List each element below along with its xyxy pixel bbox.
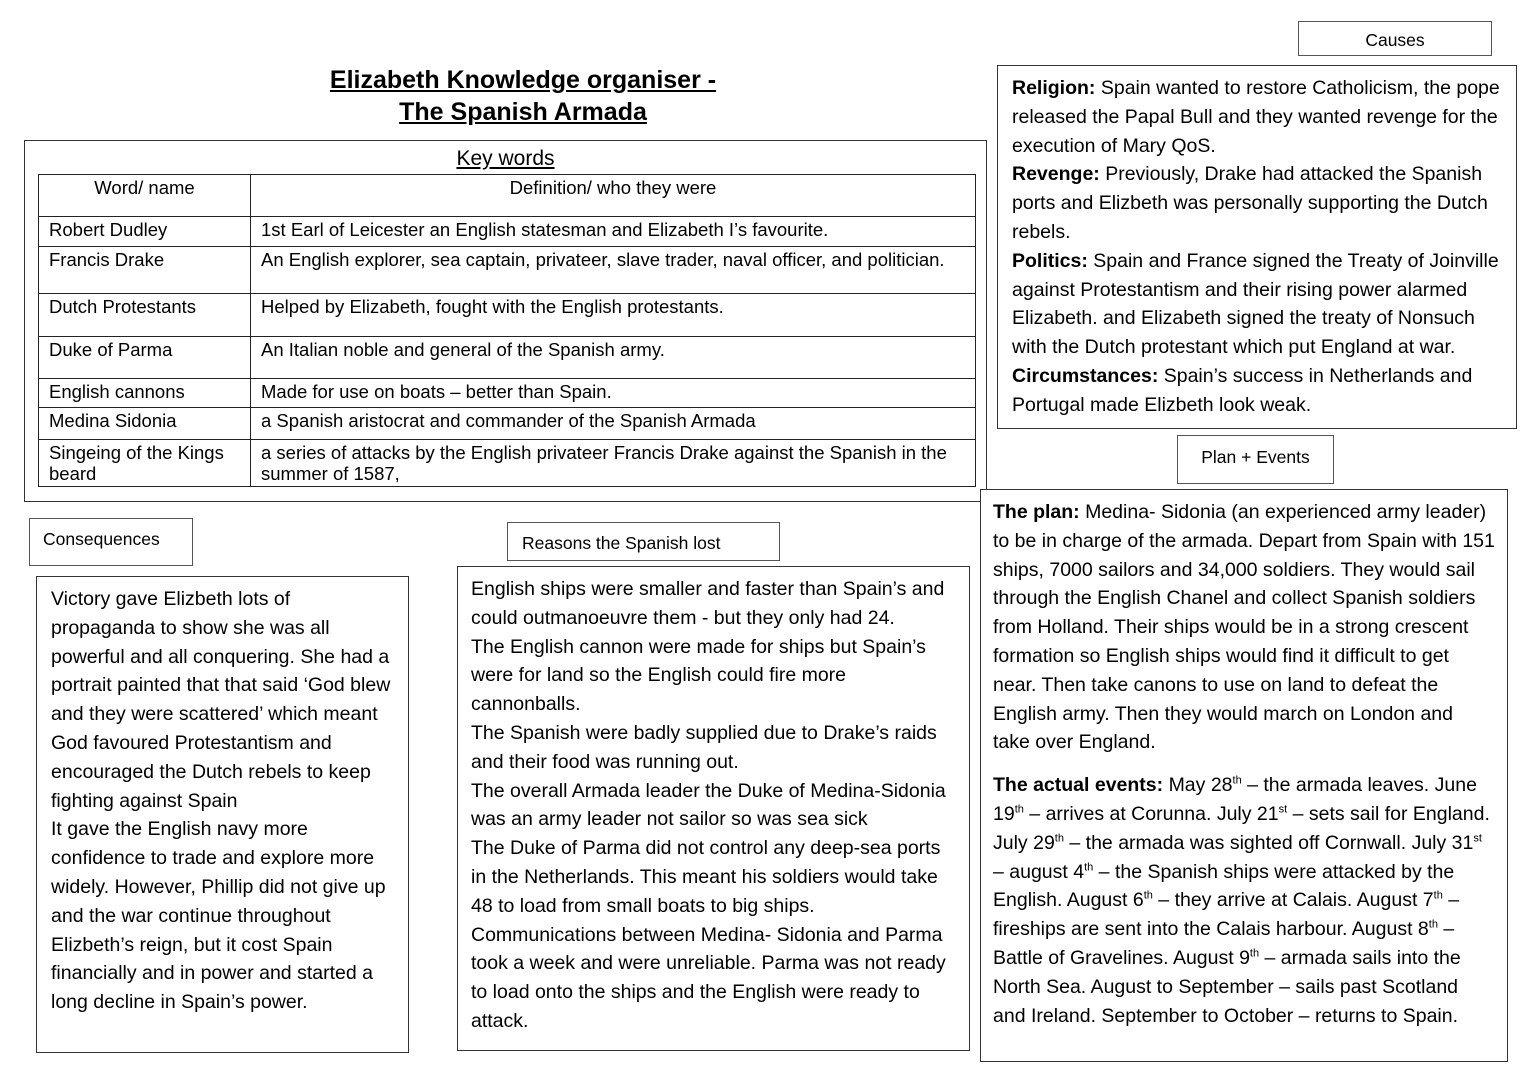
consequence-paragraph: It gave the English navy more confidence to trade and explore more widely. However, Phillip did not give up and the war continue throughout Elizbeth’s reign, but it cost Spain financially and in power and started a long decline in Spain’s power.: [51, 818, 386, 1014]
reason-paragraph: The Duke of Parma did not control any deep-sea ports in the Netherlands. This meant his soldiers would take 48 to load from small boats to big ships.: [471, 837, 941, 917]
reason-paragraph: Communications between Medina- Sidonia and Parma took a week and were unreliable. Parma was not ready to load onto the ships and the English were ready to attack.: [471, 923, 946, 1032]
definition-cell: Made for use on boats – better than Spain.: [251, 379, 976, 408]
term-cell: Dutch Protestants: [39, 294, 251, 337]
cause-politics: [1012, 247, 1502, 362]
cause-heading: Revenge:: [1012, 163, 1100, 186]
ordinal-suffix: th: [1428, 918, 1438, 931]
plan-events-label-text: Plan + Events: [1201, 447, 1310, 467]
reason-paragraph: The English cannon were made for ships but Spain’s were for land so the English could fire more cannonballs.: [471, 635, 926, 716]
ordinal-suffix: th: [1143, 889, 1153, 902]
reasons-label: [507, 522, 780, 561]
reason-paragraph: English ships were smaller and faster than Spain’s and could outmanoeuvre them - but they only had 24.: [471, 578, 945, 629]
term-cell: Robert Dudley: [39, 217, 251, 247]
ordinal-suffix: th: [1249, 947, 1260, 960]
cause-revenge: [1012, 160, 1502, 246]
causes-panel: [997, 65, 1517, 429]
events-paragraph: [993, 771, 1495, 1030]
table-row: [39, 294, 976, 337]
plan-events-label: [1177, 435, 1334, 484]
cause-religion: [1012, 74, 1502, 160]
table-row: [39, 217, 976, 247]
cause-heading: Politics:: [1012, 249, 1088, 272]
cause-heading: Religion:: [1012, 77, 1096, 99]
title-line-1: Elizabeth Knowledge organiser -: [329, 66, 717, 94]
event-text: – sets sail for England.: [1287, 802, 1490, 825]
term-cell: Medina Sidonia: [39, 408, 251, 440]
plan-text: Medina- Sidonia (an experienced army leader) to be in charge of the armada. Depart from Spain with 151 ships, 7000 sailors and 34,000 soldiers. They would sail through the English Chanel and collect Spanish soldiers from Holland. Their ships would be in a strong crescent formation so English ships would find it difficult to get near. Then take canons to use on land to defeat the English army. Then they would march on London and take over England.: [993, 501, 1495, 754]
cause-text: Spain wanted to restore Catholicism, the pope released the Papal Bull and they wanted revenge for the execution of Mary QoS.: [1012, 77, 1500, 157]
table-row: [39, 247, 976, 294]
cause-heading: Circumstances:: [1012, 364, 1159, 387]
reasons-label-text: Reasons the Spanish lost: [522, 533, 721, 553]
event-date: July 21: [1216, 802, 1279, 825]
definition-cell: Helped by Elizabeth, fought with the English protestants.: [251, 294, 976, 337]
table-row: [39, 440, 976, 487]
reason-paragraph: The overall Armada leader the Duke of Medina-Sidonia was an army leader not sailor so was sea sick: [471, 779, 946, 831]
term-cell: Francis Drake: [39, 247, 251, 294]
event-text: – fireships are sent into the Calais harbour.: [993, 889, 1460, 941]
consequences-label: [29, 518, 193, 566]
event-text: –: [993, 860, 1010, 883]
consequences-label-text: Consequences: [43, 529, 160, 549]
reasons-panel: [457, 566, 970, 1051]
cause-text: Previously, Drake had attacked the Spanish ports and Elizbeth was personally supporting the Dutch rebels.: [1012, 163, 1488, 243]
column-header-word: Word/ name: [39, 175, 251, 217]
definition-cell: a series of attacks by the English privateer Francis Drake against the Spanish in the summer of 1587,: [251, 440, 976, 487]
event-date: August 8: [1351, 918, 1429, 941]
cause-text: Spain and France signed the Treaty of Joinville against Protestantism and their rising power alarmed Elizabeth. and Elizabeth signed the treaty of Nonsuch with the Dutch protestant which put England at war.: [1012, 249, 1499, 359]
title-line-2: The Spanish Armada: [399, 98, 647, 126]
reason-paragraph: The Spanish were badly supplied due to Drake’s raids and their food was running out.: [471, 721, 937, 773]
plan-paragraph: [993, 498, 1495, 757]
ordinal-suffix: th: [1084, 861, 1094, 874]
event-text: – the Spanish ships were attacked by the English.: [993, 860, 1455, 912]
ordinal-suffix: th: [1054, 832, 1064, 845]
ordinal-suffix: th: [1232, 774, 1242, 787]
plan-events-panel: [980, 489, 1508, 1062]
event-text: – they arrive at Calais.: [1152, 889, 1357, 912]
plan-heading: The plan:: [993, 501, 1080, 523]
event-date: August 7: [1356, 889, 1434, 912]
ordinal-suffix: th: [1433, 889, 1443, 902]
cause-text: Spain’s success in Netherlands and Portugal made Elizbeth look weak.: [1012, 364, 1473, 416]
table-row: [39, 379, 976, 408]
term-cell: English cannons: [39, 379, 251, 408]
event-date: May 28: [1168, 774, 1233, 797]
event-date: June 19: [993, 774, 1477, 825]
definition-cell: a Spanish aristocrat and commander of the Spanish Armada: [251, 408, 976, 440]
table-row: [39, 408, 976, 440]
event-date: August 9: [1172, 946, 1250, 969]
definition-cell: An English explorer, sea captain, privateer, slave trader, naval officer, and politician.: [251, 247, 976, 294]
causes-label: [1298, 21, 1492, 56]
consequence-paragraph: Victory gave Elizbeth lots of propaganda to show she was all powerful and all conquering. She had a portrait painted that that said ‘God blew and they were scattered’ which meant God favoured Protestantism and encouraged the Dutch rebels to keep fighting against Spain: [51, 588, 391, 812]
events-heading: The actual events:: [993, 774, 1164, 797]
table-header-row: [39, 175, 976, 217]
cause-circumstances: [1012, 362, 1502, 420]
consequences-panel: [36, 576, 409, 1053]
event-text: – armada sails into the North Sea. August to September – sails past Scotland and Ireland. September to October – returns to Spain.: [993, 946, 1461, 1027]
table-row: [39, 337, 976, 379]
page-title: [300, 64, 746, 128]
term-cell: Singeing of the Kings beard: [39, 440, 251, 487]
key-words-table: [38, 174, 976, 487]
ordinal-suffix: st: [1473, 832, 1482, 845]
definition-cell: 1st Earl of Leicester an English statesman and Elizabeth I’s favourite.: [251, 217, 976, 247]
ordinal-suffix: th: [1014, 803, 1024, 816]
event-text: – the armada was sighted off Cornwall.: [1063, 831, 1412, 854]
key-words-heading: Key words: [456, 147, 555, 170]
event-date: July 31: [1411, 831, 1474, 854]
event-date: July 29: [993, 831, 1055, 854]
event-date: august 4: [1009, 860, 1085, 883]
event-text: – Battle of Gravelines.: [993, 918, 1455, 969]
event-date: August 6: [1066, 889, 1144, 912]
term-cell: Duke of Parma: [39, 337, 251, 379]
causes-label-text: Causes: [1365, 30, 1425, 50]
event-text: – arrives at Corunna.: [1023, 802, 1217, 825]
definition-cell: An Italian noble and general of the Spanish army.: [251, 337, 976, 379]
event-text: – the armada leaves.: [1241, 774, 1435, 797]
column-header-definition: Definition/ who they were: [251, 175, 976, 217]
ordinal-suffix: st: [1278, 803, 1288, 816]
